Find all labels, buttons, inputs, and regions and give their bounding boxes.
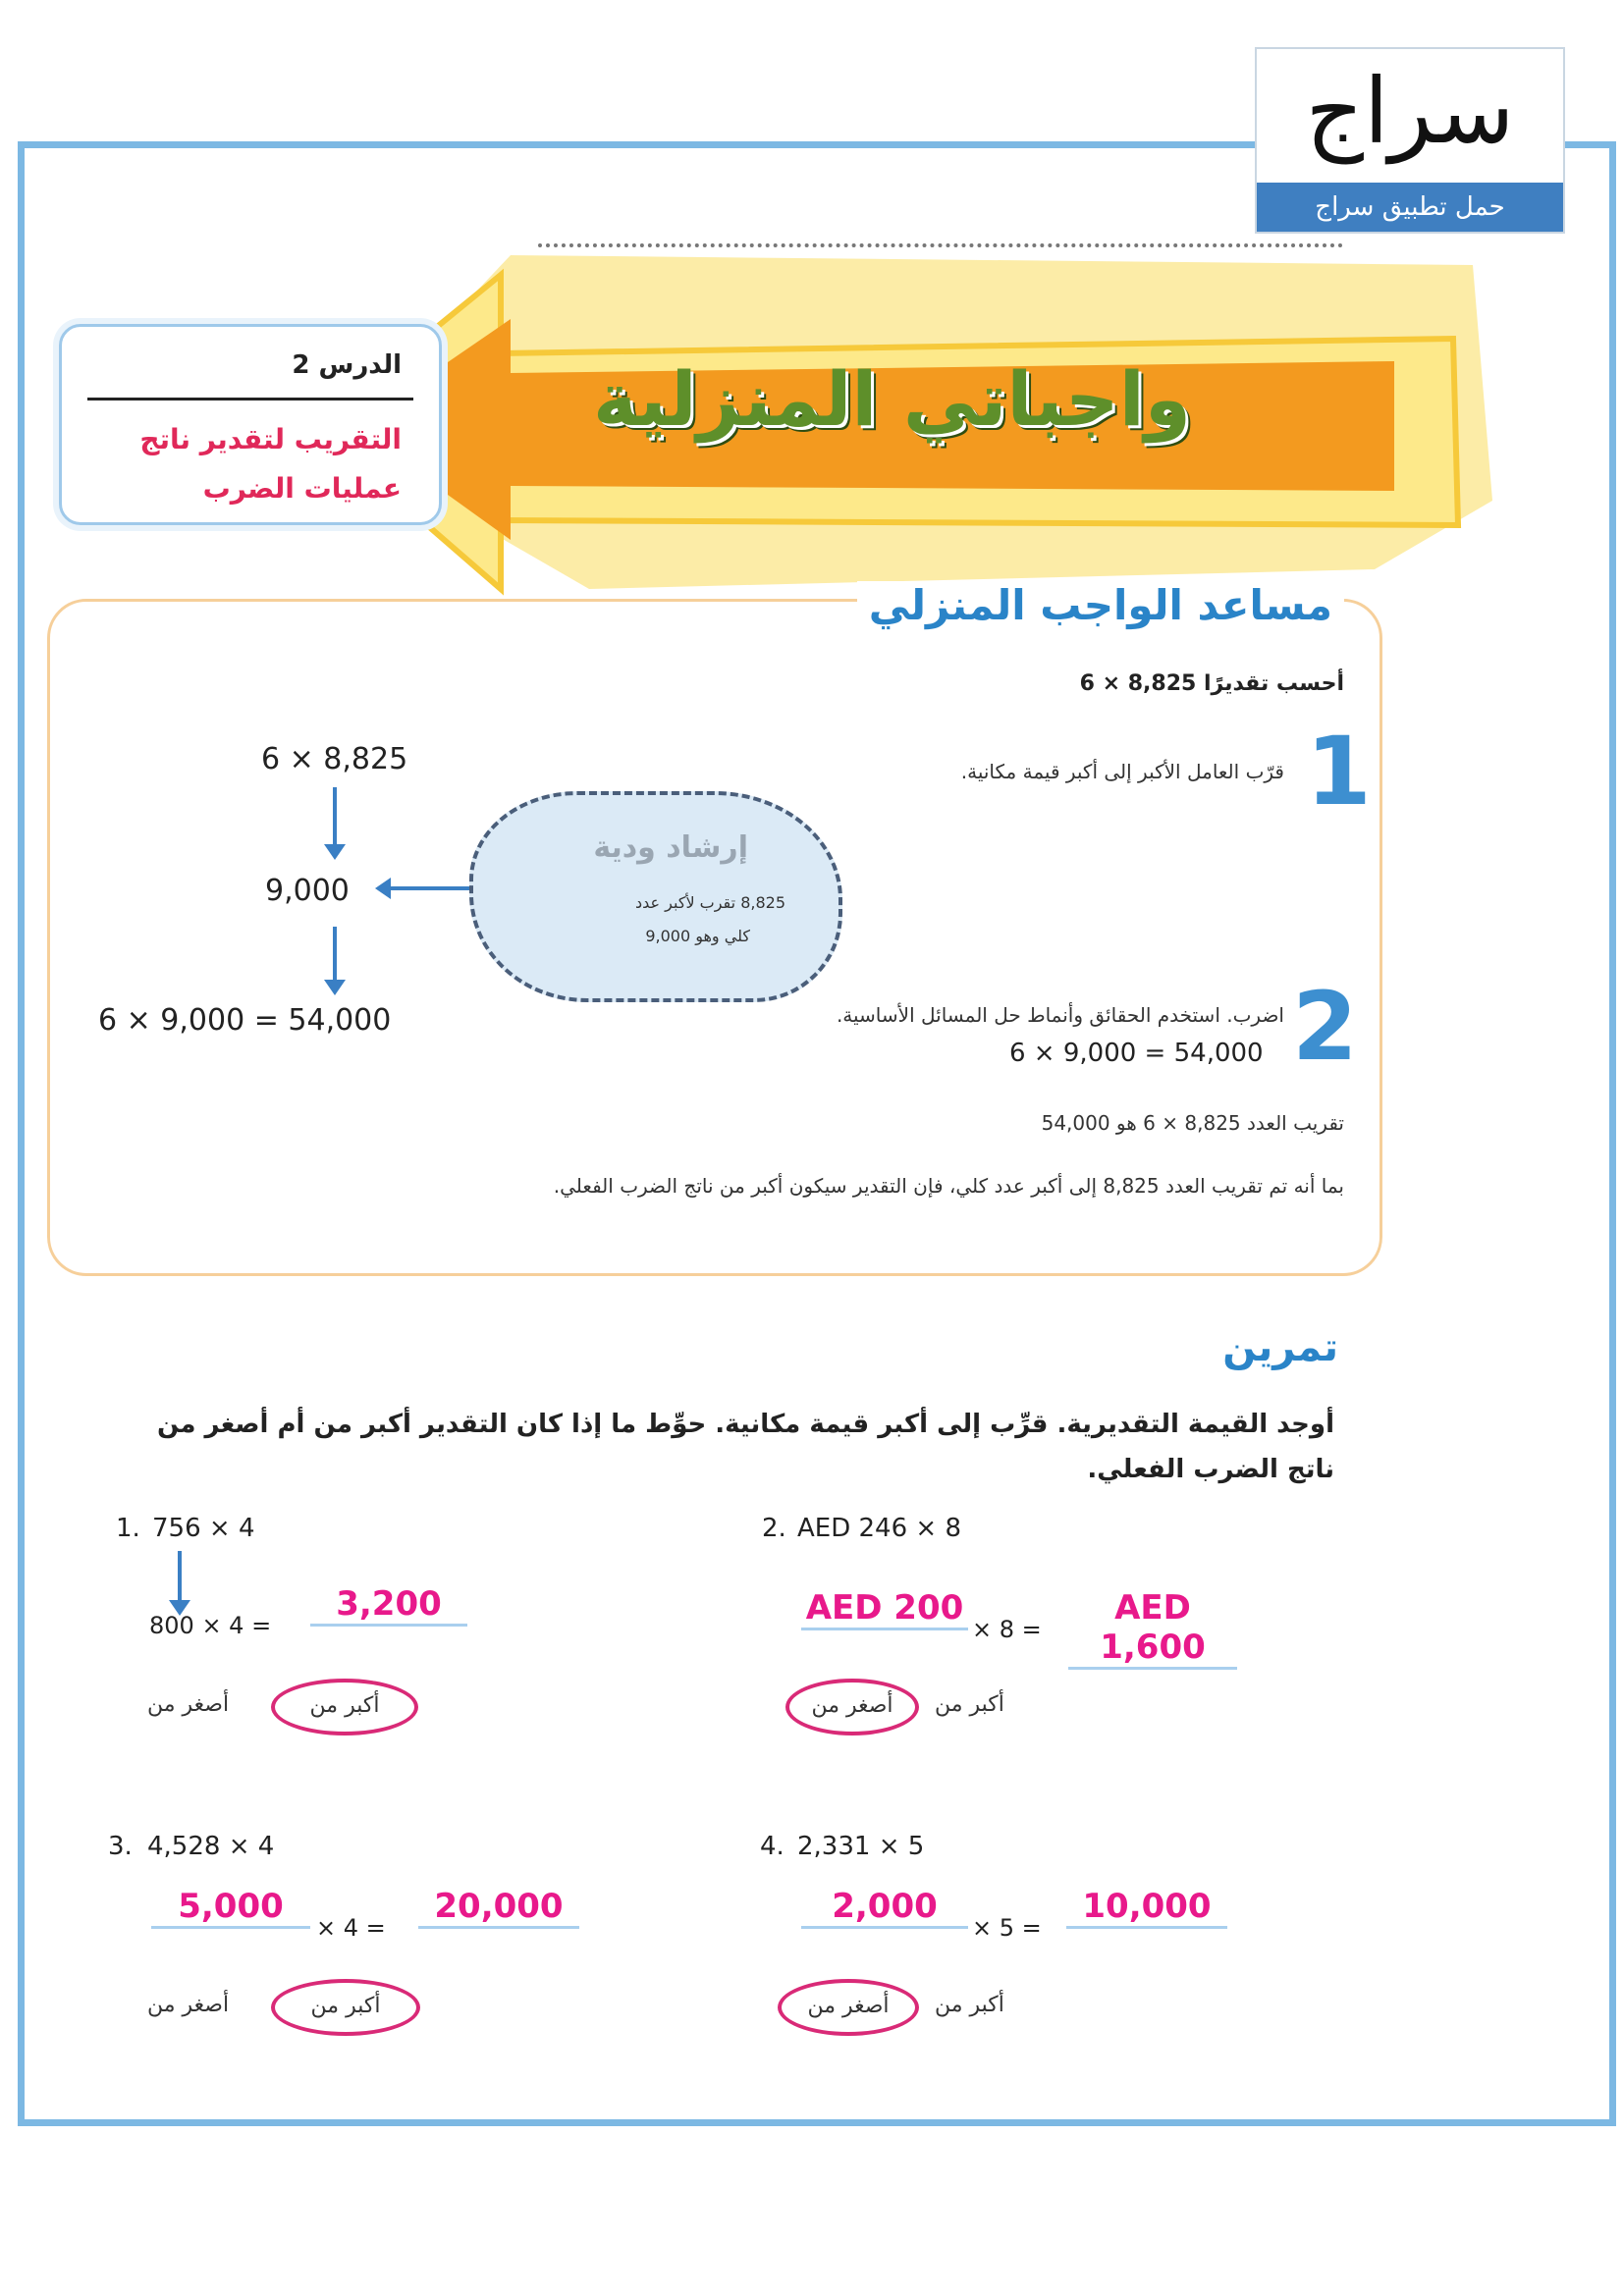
- lesson-box: [59, 324, 442, 525]
- item-4-label: 4.: [760, 1832, 784, 1861]
- cloud-line-2: كلي وهو 9,000: [645, 927, 750, 945]
- item-1-less[interactable]: أصغر من: [147, 1692, 230, 1717]
- lesson-title-2: عمليات الضرب: [202, 472, 402, 505]
- item-2-expr: AED 246 × 8: [797, 1514, 961, 1543]
- lesson-title-1: التقريب لتقدير ناتج: [139, 423, 402, 455]
- item-2-answer-a[interactable]: AED 200: [801, 1588, 968, 1630]
- item-1-left: 800 × 4 =: [149, 1612, 272, 1639]
- item-1-arrow: [178, 1551, 182, 1602]
- left-arrow: [389, 886, 477, 890]
- helper-title: مساعد الواجب المنزلي: [857, 581, 1344, 629]
- homework-title: واجباتي المنزلية: [592, 355, 1191, 443]
- item-2-greater[interactable]: أكبر من: [935, 1692, 1004, 1717]
- item-4-mid: × 5 =: [972, 1914, 1042, 1942]
- item-1-label: 1.: [116, 1514, 140, 1543]
- diagram-bottom: 6 × 9,000 = 54,000: [98, 1003, 392, 1038]
- item-2-answer-b[interactable]: AED 1,600: [1068, 1588, 1237, 1670]
- practice-title: تمرين: [1222, 1325, 1338, 1370]
- step-2-text: اضرب. استخدم الحقائق وأنماط حل المسائل الأساسية.: [836, 1003, 1284, 1027]
- item-2-mid: × 8 =: [972, 1616, 1042, 1643]
- item-3-less[interactable]: أصغر من: [147, 1993, 230, 2017]
- lesson-underline: [87, 398, 413, 400]
- item-3-answer-b[interactable]: 20,000: [418, 1887, 579, 1929]
- conclusion-text: بما أنه تم تقريب العدد 8,825 إلى أكبر عدد كلي، فإن التقدير سيكون أكبر من ناتج الضرب الفعلي.: [553, 1174, 1344, 1198]
- item-3-label: 3.: [108, 1832, 133, 1861]
- item-4-greater[interactable]: أكبر من: [935, 1993, 1004, 2017]
- down-arrow-2: [333, 927, 337, 982]
- item-1-expr: 756 × 4: [152, 1514, 255, 1543]
- item-4-answer-b[interactable]: 10,000: [1066, 1887, 1227, 1929]
- diagram-top: 6 × 8,825: [261, 742, 408, 776]
- step-2-equation: 6 × 9,000 = 54,000: [1009, 1039, 1264, 1068]
- diagram-mid: 9,000: [265, 874, 350, 908]
- result-text: تقريب العدد 8,825 × 6 هو 54,000: [1041, 1111, 1344, 1135]
- item-1-greater-circled[interactable]: أكبر من: [271, 1679, 418, 1735]
- siraj-logo[interactable]: [1255, 47, 1565, 234]
- item-2-less-circled[interactable]: أصغر من: [785, 1679, 919, 1735]
- item-3-expr: 4,528 × 4: [147, 1832, 275, 1861]
- step-2-number: 2: [1292, 972, 1358, 1082]
- step-1-text: قرّب العامل الأكبر إلى أكبر قيمة مكانية.: [960, 760, 1284, 783]
- down-arrow-1: [333, 787, 337, 846]
- helper-prompt: أحسب تقديرًا 8,825 × 6: [1079, 671, 1344, 696]
- practice-instructions-2: ناتج الضرب الفعلي.: [1087, 1455, 1334, 1484]
- item-4-answer-a[interactable]: 2,000: [801, 1887, 968, 1929]
- item-3-greater-circled[interactable]: أكبر من: [271, 1979, 420, 2036]
- item-3-mid: × 4 =: [316, 1914, 386, 1942]
- logo-tagline: حمل تطبيق سراج: [1257, 183, 1563, 232]
- step-1-number: 1: [1306, 717, 1372, 827]
- lesson-number: الدرس 2: [292, 350, 402, 380]
- item-4-expr: 2,331 × 5: [797, 1832, 925, 1861]
- item-2-label: 2.: [762, 1514, 786, 1543]
- practice-instructions-1: أوجد القيمة التقديرية. قرِّب إلى أكبر قيمة مكانية. حوِّط ما إذا كان التقدير أكبر من أم أصغر من: [157, 1410, 1334, 1439]
- item-4-less-circled[interactable]: أصغر من: [778, 1979, 919, 2036]
- cloud-line-1: 8,825 تقرب لأكبر عدد: [635, 893, 785, 912]
- cloud-heading: إرشاد ودية: [593, 830, 748, 865]
- item-3-answer-a[interactable]: 5,000: [151, 1887, 310, 1929]
- hint-cloud: [469, 791, 842, 1002]
- item-1-answer[interactable]: 3,200: [310, 1584, 467, 1627]
- logo-word: سراج: [1305, 59, 1515, 164]
